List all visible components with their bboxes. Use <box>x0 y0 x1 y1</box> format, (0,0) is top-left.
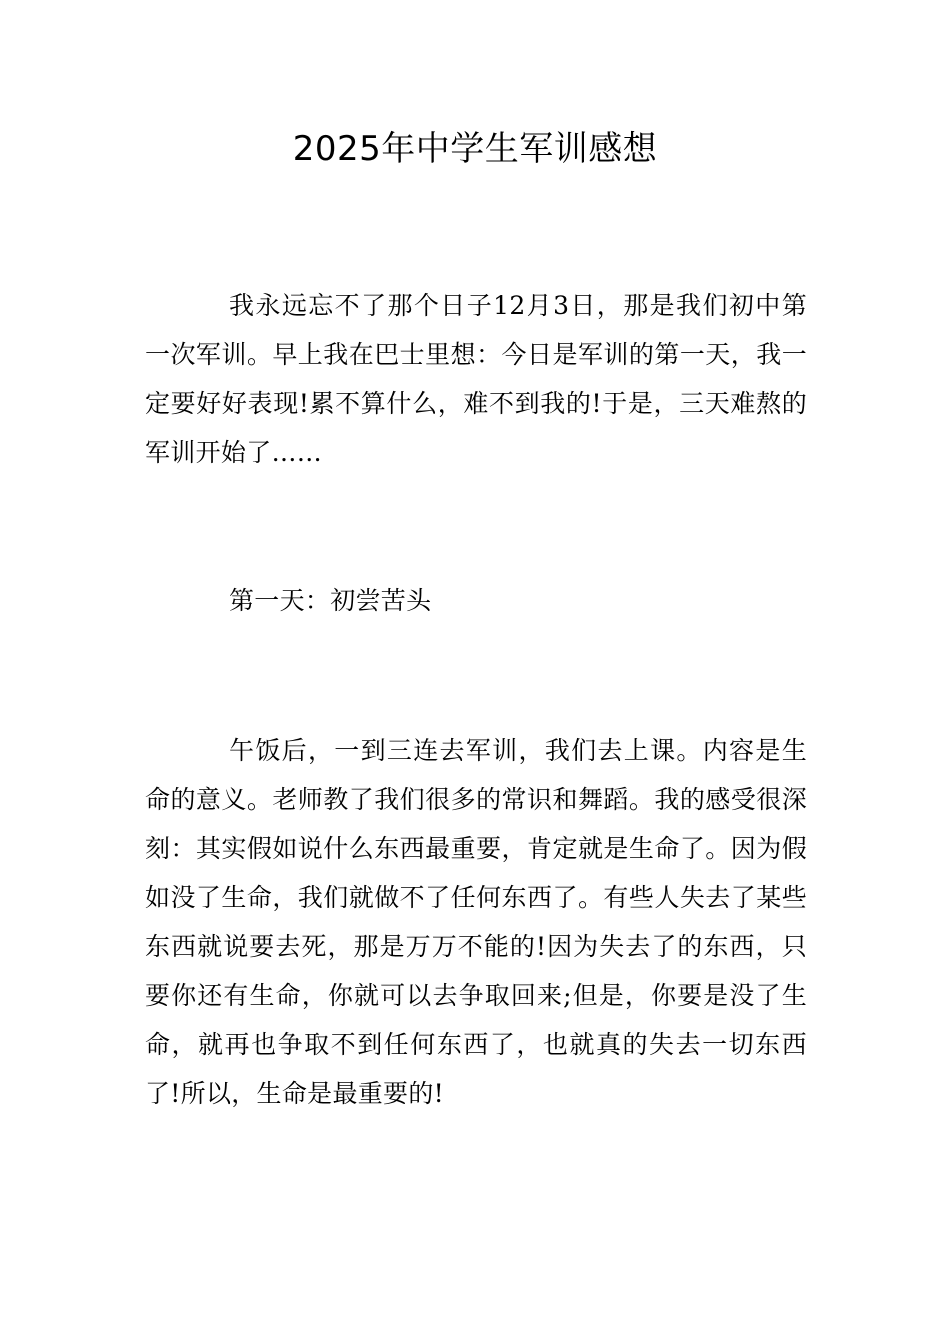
paragraph-day-one: 午饭后，一到三连去军训，我们去上课。内容是生命的意义。老师教了我们很多的常识和舞蹈。我的感受很深刻：其实假如说什么东西最重要，肯定就是生命了。因为假如没了生命，我们就做不了任何东西了。有些人失去了某些东西就说要去死，那是万万不能的!因为失去了的东西，只要你还有生命，你就可以去争取回来;但是，你要是没了生命，就再也争取不到任何东西了，也就真的失去一切东西了!所以，生命是最重要的! <box>145 736 807 1108</box>
paragraph-intro: 我永远忘不了那个日子12月3日，那是我们初中第一次军训。早上我在巴士里想：今日是军训的第一天，我一定要好好表现!累不算什么，难不到我的!于是，三天难熬的军训开始了…… <box>145 291 807 467</box>
page-title: 2025年中学生军训感想 <box>292 129 658 169</box>
section-heading-day-one: 第一天：初尝苦头 <box>229 586 432 615</box>
